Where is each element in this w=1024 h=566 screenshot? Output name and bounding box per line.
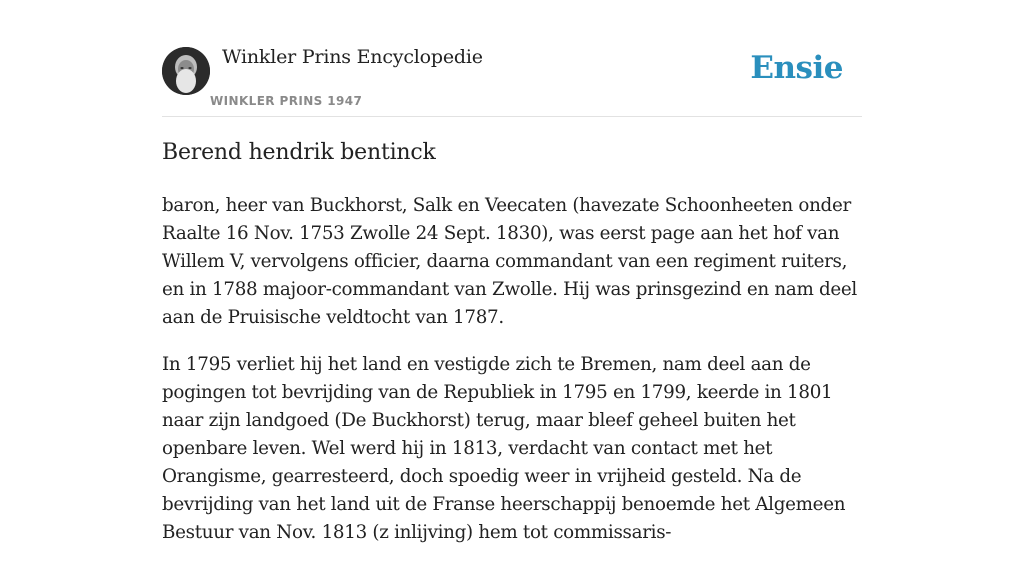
site-title[interactable]: Winkler Prins Encyclopedie: [222, 46, 483, 68]
encyclopedia-edition[interactable]: WINKLER PRINS 1947: [210, 94, 363, 108]
brand-logo[interactable]: Ensie: [750, 50, 843, 86]
portrait-image: [162, 47, 210, 95]
page: [162, 0, 862, 543]
author-avatar[interactable]: [162, 47, 210, 95]
paragraph: In 1795 verliet hij het land en vestigde zich te Bremen, nam deel aan de pogingen tot bevrijding van de Republiek in 1795 en 1799, keerde in 1801 naar zijn landgoed (De Buckhorst) terug, maar bleef geheel buiten het openbare leven. Wel werd hij in 1813, verdacht van contact met het Orangisme, gearresteerd, doch spoedig weer in vrijheid gesteld. Na de bevrijding van het land uit de Franse heerschappij benoemde het Algemeen Bestuur van Nov. 1813 (z inlijving) hem tot commissaris-: [162, 354, 846, 543]
entry-title: Berend hendrik bentinck: [162, 140, 436, 165]
header: [162, 0, 862, 117]
paragraph: baron, heer van Buckhorst, Salk en Veecaten (havezate Schoonheeten onder Raalte 16 Nov. 1753 Zwolle 24 Sept. 1830), was eerst page aan het hof van Willem V, vervolgens officier, daarna commandant van een regiment ruiters, en in 1788 majoor-commandant van Zwolle. Hij was prinsgezind en nam deel aan de Pruisische veldtocht van 1787.: [162, 195, 857, 328]
entry-body: [162, 192, 862, 566]
